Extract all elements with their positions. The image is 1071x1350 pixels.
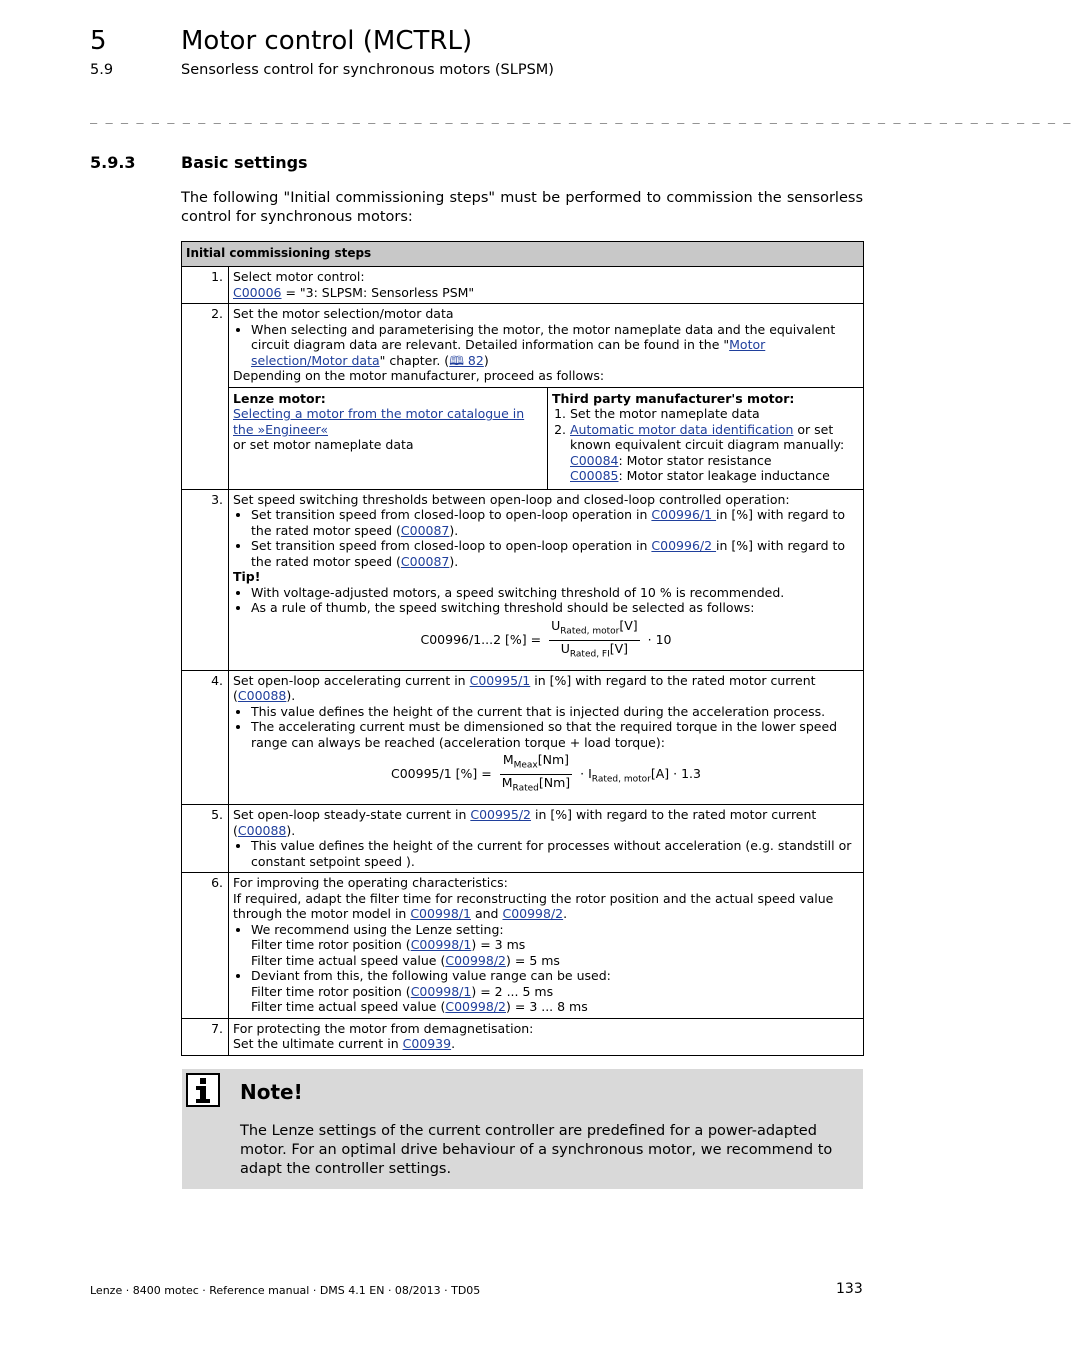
step-number: 5. bbox=[182, 805, 229, 873]
list-item: • As a rule of thumb, the speed switching threshold should be selected as follows: bbox=[251, 600, 859, 616]
parameter-link[interactable]: C00998/1 bbox=[410, 906, 471, 921]
step-number: 3. bbox=[182, 489, 229, 670]
parameter-link[interactable]: C00084 bbox=[570, 452, 619, 468]
subsection-title: Basic settings bbox=[181, 153, 308, 172]
accelerating-current-formula: C00995/1 [%] = $\frac{M_{Meax}[Nm]}{M_{Rated}[Nm]}$ · $I_{Rated, motor}[A] \cdot 1.3$ bbox=[391, 752, 701, 794]
table-row bbox=[182, 267, 864, 304]
step-content: Set the motor selection/motor data • When selecting and parameterising the motor, the motor nameplate data and the equivalent circuit diagram data are relevant. Detailed information can be found in the "Motor selection/Motor data" chapter. (🕮 82) Depending on the motor manufacturer, proceed as follows: Lenze motor: Selecting a motor from the motor catalogue in the »Engineer« or set motor nameplate data Third party manufacturer's motor: 1. Set the motor nameplate data 2. Automatic motor data identification or set known equivalent circuit diagram manually: C00084: Motor stator resistance C00085: Motor stator leakage inductance bbox=[229, 304, 864, 490]
table-row bbox=[182, 805, 864, 873]
step-content: Set open-loop steady-state current in C00995/2 in [%] with regard to the rated motor current (C00088). • This value defines the height of the current for processes without acceleration (e.g. standstill or constant setpoint speed ). bbox=[229, 805, 864, 873]
intro-paragraph: The following "Initial commissioning steps" must be performed to commission the sensorless control for synchronous motors: bbox=[181, 190, 863, 225]
list-item: 1. Set the motor nameplate data bbox=[570, 406, 859, 422]
list-item: • This value defines the height of the current that is injected during the acceleration process. bbox=[251, 704, 859, 720]
list-item: • Set transition speed from closed-loop to open-loop operation in C00996/1 in [%] with regard to the rated motor speed (C00087). bbox=[251, 507, 859, 538]
page-number: 133 bbox=[836, 1281, 863, 1297]
header-divider: _ _ _ _ _ _ _ _ _ _ _ _ _ _ _ _ _ _ _ _ _ _ _ _ _ _ _ _ _ _ _ _ _ _ _ _ _ _ _ _ _ _ _ _ _ _ _ _ _ _ _ _ _ _ _ _ _ _ _ _ _ _ _ _ bbox=[90, 110, 1071, 124]
parameter-link[interactable]: C00998/1 bbox=[410, 937, 472, 952]
step-content: For protecting the motor from demagnetisation: Set the ultimate current in C00939. bbox=[229, 1018, 864, 1055]
step-number: 7. bbox=[182, 1018, 229, 1055]
parameter-link[interactable]: C00996/1 bbox=[651, 507, 717, 522]
step-content: Set speed switching thresholds between open-loop and closed-loop controlled operation: • Set transition speed from closed-loop to open-loop operation in C00996/1 in [%] with regard to the rated motor speed (C00087). • Set transition speed from closed-loop to open-loop operation in C00996/2 in [%] with regard to the rated motor speed (C00087). Tip! • With voltage-adjusted motors, a speed switching threshold of 10 % is recommended. • As a rule of thumb, the speed switching threshold should be selected as follows: C00996/1...2 [%] = $\frac{U_{Rated, motor}[V]}{U_{Rated, FI}[V]}$ · 10 bbox=[229, 489, 864, 670]
step-content: Select motor control: C00006 = "3: SLPSM: Sensorless PSM" bbox=[229, 267, 864, 304]
parameter-link[interactable]: C00998/2 bbox=[502, 906, 564, 921]
table-row bbox=[182, 489, 864, 670]
section-number: 5.9 bbox=[90, 62, 114, 78]
table-row bbox=[182, 670, 864, 805]
parameter-link[interactable]: C00085 bbox=[570, 468, 619, 483]
list-item: • The accelerating current must be dimensioned so that the required torque in the lower speed range can always be reached (acceleration torque + load torque): bbox=[251, 719, 859, 750]
parameter-link[interactable]: C00998/2 bbox=[445, 952, 507, 968]
footer-text: Lenze · 8400 motec · Reference manual · DMS 4.1 EN · 08/2013 · TD05 bbox=[90, 1284, 481, 1297]
page-reference-link[interactable]: 🕮 82 bbox=[449, 352, 484, 368]
step-text: Select motor control: bbox=[233, 269, 365, 284]
table-row bbox=[182, 1018, 864, 1055]
step-content: For improving the operating characteristics: If required, adapt the filter time for reconstructing the rotor position and the actual speed value through the motor model in C00998/1 and C00998/2. • We recommend using the Lenze setting: Filter time rotor position (C00998/1) = 3 ms Filter time actual speed value (C00998/2) = 5 ms • Deviant from this, the following value range can be used: Filter time rotor position (C00998/1) = 2 ... 5 ms Filter time actual speed value (C00998/2) = 3 ... 8 ms bbox=[229, 873, 864, 1019]
parameter-link[interactable]: C00006 bbox=[233, 284, 282, 300]
step-number: 2. bbox=[182, 304, 229, 490]
parameter-link[interactable]: C00995/2 bbox=[470, 807, 532, 822]
parameter-link[interactable]: C00088 bbox=[237, 688, 287, 703]
list-item: • When selecting and parameterising the motor, the motor nameplate data and the equivalent circuit diagram data are relevant. Detailed information can be found in the "Motor selection/Motor data" chapter. (🕮 82) bbox=[251, 322, 859, 369]
list-item: • This value defines the height of the current for processes without acceleration (e.g. standstill or constant setpoint speed ). bbox=[251, 838, 859, 869]
section-title: Sensorless control for synchronous motors (SLPSM) bbox=[181, 62, 554, 78]
step-number: 4. bbox=[182, 670, 229, 805]
parameter-link[interactable]: C00088 bbox=[237, 822, 287, 838]
table-header: Initial commissioning steps bbox=[182, 242, 864, 267]
tip-label: Tip! bbox=[233, 569, 261, 584]
motor-catalogue-link[interactable]: Selecting a motor from the motor catalogue in the »Engineer« bbox=[233, 406, 525, 437]
table-row bbox=[182, 304, 864, 490]
parameter-link[interactable]: C00087 bbox=[400, 553, 450, 569]
step-number: 6. bbox=[182, 873, 229, 1019]
step-number: 1. bbox=[182, 267, 229, 304]
parameter-link[interactable]: C00998/1 bbox=[410, 983, 472, 999]
parameter-link[interactable]: C00995/1 bbox=[469, 672, 531, 688]
note-text: The Lenze settings of the current controller are predefined for a power-adapted motor. For an optimal drive behaviour of a synchronous motor, we recommend to adapt the controller settings. bbox=[240, 1123, 833, 1177]
list-item: • Deviant from this, the following value range can be used: Filter time rotor position (C00998/1) = 2 ... 5 ms Filter time actual speed value (C00998/2) = 3 ... 8 ms bbox=[251, 968, 859, 1015]
list-item: • Set transition speed from closed-loop to open-loop operation in C00996/2 in [%] with regard to the rated motor speed (C00087). bbox=[251, 538, 859, 569]
parameter-link[interactable]: C00998/2 bbox=[445, 999, 507, 1014]
commissioning-steps-table bbox=[181, 241, 864, 1056]
chapter-title: Motor control (MCTRL) bbox=[181, 26, 473, 56]
motor-type-subtable bbox=[229, 387, 863, 489]
motor-data-identification-link[interactable]: Automatic motor data identification bbox=[570, 421, 794, 437]
chapter-link[interactable]: Motor selection/Motor data bbox=[251, 337, 766, 368]
parameter-link[interactable]: C00939 bbox=[402, 1036, 452, 1051]
step-content: Set open-loop accelerating current in C00995/1 in [%] with regard to the rated motor current (C00088). • This value defines the height of the current that is injected during the acceleration process. • The accelerating current must be dimensioned so that the required torque in the lower speed range can always be reached (acceleration torque + load torque): C00995/1 [%] = $\frac{M_{Meax}[Nm]}{M_{Rated}[Nm]}$ · $I_{Rated, motor}[A] \cdot 1.3$ bbox=[229, 670, 864, 805]
info-icon bbox=[186, 1073, 220, 1107]
speed-threshold-formula: C00996/1...2 [%] = $\frac{U_{Rated, motor}[V]}{U_{Rated, FI}[V]}$ · 10 bbox=[420, 617, 672, 659]
lenze-motor-cell: Lenze motor: Selecting a motor from the motor catalogue in the »Engineer« or set motor nameplate data bbox=[229, 387, 548, 489]
list-item: • We recommend using the Lenze setting: Filter time rotor position (C00998/1) = 3 ms Filter time actual speed value (C00998/2) = 5 ms bbox=[251, 922, 859, 969]
parameter-link[interactable]: C00087 bbox=[400, 522, 450, 538]
chapter-number: 5 bbox=[90, 26, 107, 56]
subsection-number: 5.9.3 bbox=[90, 153, 136, 172]
list-item: • With voltage-adjusted motors, a speed switching threshold of 10 % is recommended. bbox=[251, 585, 859, 601]
parameter-link[interactable]: C00996/2 bbox=[651, 538, 717, 553]
third-party-motor-cell: Third party manufacturer's motor: 1. Set the motor nameplate data 2. Automatic motor data identification or set known equivalent circuit diagram manually: C00084: Motor stator resistance C00085: Motor stator leakage inductance bbox=[548, 387, 864, 489]
note-title: Note! bbox=[240, 1080, 303, 1104]
list-item: 2. Automatic motor data identification or set known equivalent circuit diagram manually: C00084: Motor stator resistance C00085: Motor stator leakage inductance bbox=[570, 422, 859, 484]
table-row bbox=[182, 873, 864, 1019]
